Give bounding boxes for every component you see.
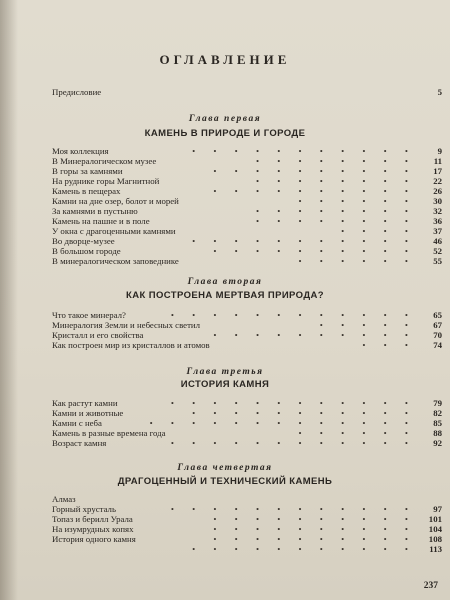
chapter-title-2: КАК ПОСТРОЕНА МЕРТВАЯ ПРИРОДА? (126, 290, 324, 301)
leader-dots: • • • • • • • • • • • (192, 146, 416, 156)
toc-entry-title: Горный хрусталь (52, 504, 116, 514)
toc-entry-page: 82 (433, 408, 442, 418)
toc-entry-page: 97 (433, 504, 442, 514)
toc-entry-title: Камни на дне озер, болот и морей (52, 196, 179, 206)
leader-dots: • • • • • • • • (255, 176, 416, 186)
toc-entry-page: 5 (437, 87, 442, 97)
toc-entry-page: 11 (433, 156, 442, 166)
leader-dots: • • • • • • • • (255, 156, 416, 166)
toc-entry (52, 340, 442, 350)
toc-entry-page: 32 (433, 206, 442, 216)
chapter-label-3: Глава третья (186, 367, 264, 377)
toc-entry-page: 85 (433, 418, 442, 428)
leader-dots: • • • • • • (298, 256, 416, 266)
toc-entry (52, 408, 442, 418)
toc-entry (52, 310, 442, 320)
leader-dots: • • • • • • • • • • • • (170, 438, 416, 448)
chapter-label-1: Глава первая (188, 114, 262, 124)
toc-entry-title: Алмаз (52, 494, 76, 504)
toc-entry (52, 524, 442, 534)
toc-entry-title: История одного камня (52, 534, 136, 544)
toc-entry (52, 418, 442, 428)
toc-entry-preface (52, 87, 442, 97)
page-number: 237 (423, 581, 438, 591)
toc-entry-title: Что такое минерал? (52, 310, 126, 320)
leader-dots: • • • • (341, 226, 416, 236)
leader-dots: • • • • • • (298, 196, 416, 206)
toc-entry-page: 52 (433, 246, 442, 256)
toc-entry (52, 156, 442, 166)
leader-dots: • • • • • • • • • • (213, 534, 416, 544)
toc-entry-title: Минералогия Земли и небесных светил (52, 320, 201, 330)
toc-entry-title: На руднике горы Магнитной (52, 176, 160, 186)
toc-entry-page: 113 (429, 544, 442, 554)
toc-entry (52, 438, 442, 448)
toc-entry (52, 398, 442, 408)
toc-entry-title: Камень в разные времена года (52, 428, 166, 438)
toc-entry-title: В Минералогическом музее (52, 156, 157, 166)
toc-entry-title: В большом городе (52, 246, 121, 256)
toc-entry (52, 320, 442, 330)
toc-entry-title: Камни и животные (52, 408, 124, 418)
toc-entry-page: 37 (433, 226, 442, 236)
toc-entry-page: 88 (433, 428, 442, 438)
toc-entry-page: 74 (433, 340, 442, 350)
leader-dots: • • • • • • • • • • • (192, 408, 416, 418)
toc-entry (52, 428, 442, 438)
toc-entry-page: 36 (433, 216, 442, 226)
toc-entry (52, 186, 442, 196)
leader-dots: • • • • • • • • • • (213, 246, 416, 256)
toc-entry-title: В минералогическом заповеднике (52, 256, 179, 266)
toc-entry (52, 206, 442, 216)
leader-dots: • • • • • • • • (255, 206, 416, 216)
toc-entry-page: 108 (428, 534, 442, 544)
leader-dots: • • • • • (319, 320, 416, 330)
toc-heading: ОГЛАВЛЕНИЕ (159, 52, 291, 67)
leader-dots: • • • • • • • • • • (213, 514, 416, 524)
leader-dots: • • • • • • (298, 428, 416, 438)
toc-entry-page: 104 (428, 524, 442, 534)
toc-entry-title: Камни с неба (52, 418, 102, 428)
leader-dots: • • • (362, 340, 416, 350)
toc-entry-page: 65 (433, 310, 442, 320)
toc-entry-title: На изумрудных копях (52, 524, 134, 534)
leader-dots: • • • • • • • • • • • • (170, 504, 416, 514)
toc-entry (52, 494, 442, 504)
toc-entry (52, 196, 442, 206)
toc-entry-page: 55 (433, 256, 442, 266)
toc-entry (52, 256, 442, 266)
toc-entry-title: Моя коллекция (52, 146, 109, 156)
toc-entry-title: Как построен мир из кристаллов и атомов (52, 340, 210, 350)
chapter-title-4: ДРАГОЦЕННЫЙ И ТЕХНИЧЕСКИЙ КАМЕНЬ (117, 476, 333, 487)
toc-entry-title: Камень на пашне и в поле (52, 216, 150, 226)
toc-entry-title: В горы за камнями (52, 166, 123, 176)
toc-entry (52, 166, 442, 176)
toc-entry-page: 92 (433, 438, 442, 448)
chapter-label-2: Глава вторая (187, 277, 263, 287)
toc-entry-title: Кристалл и его свойства (52, 330, 144, 340)
chapter-title-1: КАМЕНЬ В ПРИРОДЕ И ГОРОДЕ (144, 128, 306, 139)
leader-dots: • • • • • • • • • • (213, 166, 416, 176)
toc-entry-page: 30 (433, 196, 442, 206)
leader-dots: • • • • • • • • • • (213, 524, 416, 534)
leader-dots: • • • • • • • • • • (213, 330, 416, 340)
toc-entry (52, 146, 442, 156)
leader-dots: • • • • • • • • • • • • (170, 398, 416, 408)
toc-entry (52, 216, 442, 226)
chapter-title-3: ИСТОРИЯ КАМНЯ (180, 379, 270, 390)
toc-entry-page: 9 (437, 146, 442, 156)
toc-entry-page: 79 (433, 398, 442, 408)
toc-entry (52, 534, 442, 544)
toc-entry-title: Как растут камни (52, 398, 118, 408)
toc-entry-page: 22 (433, 176, 442, 186)
toc-entry-title: Топаз и берилл Урала (52, 514, 133, 524)
toc-entry (52, 504, 442, 514)
leader-dots: • • • • • • • • • • • • • (149, 418, 416, 428)
toc-entry (52, 226, 442, 236)
toc-entry (52, 236, 442, 246)
leader-dots: • • • • • • • • (255, 216, 416, 226)
toc-entry-page: 46 (433, 236, 442, 246)
toc-entry (52, 246, 442, 256)
chapter-label-4: Глава четвертая (177, 463, 273, 473)
toc-entry-title: Камень в пещерах (52, 186, 121, 196)
toc-entry-title: Возраст камня (52, 438, 107, 448)
leader-dots: • • • • • • • • • • • • (170, 310, 416, 320)
toc-entry-title: Предисловие (52, 87, 102, 97)
toc-entry-page: 67 (433, 320, 442, 330)
toc-entry (52, 176, 442, 186)
leader-dots: • • • • • • • • • • (213, 186, 416, 196)
leader-dots: • • • • • • • • • • • (192, 544, 416, 554)
toc-entry-title: За камнями в пустыню (52, 206, 138, 216)
toc-entry-page: 70 (433, 330, 442, 340)
toc-entry-title: У окна с драгоценными камнями (52, 226, 176, 236)
toc-entry (52, 544, 442, 554)
toc-entry (52, 514, 442, 524)
leader-dots: • • • • • • • • • • • (192, 236, 416, 246)
toc-entry-page: 101 (428, 514, 442, 524)
toc-entry-page: 26 (433, 186, 442, 196)
toc-entry-page: 17 (433, 166, 442, 176)
toc-entry (52, 330, 442, 340)
toc-entry-title: Во дворце-музее (52, 236, 115, 246)
